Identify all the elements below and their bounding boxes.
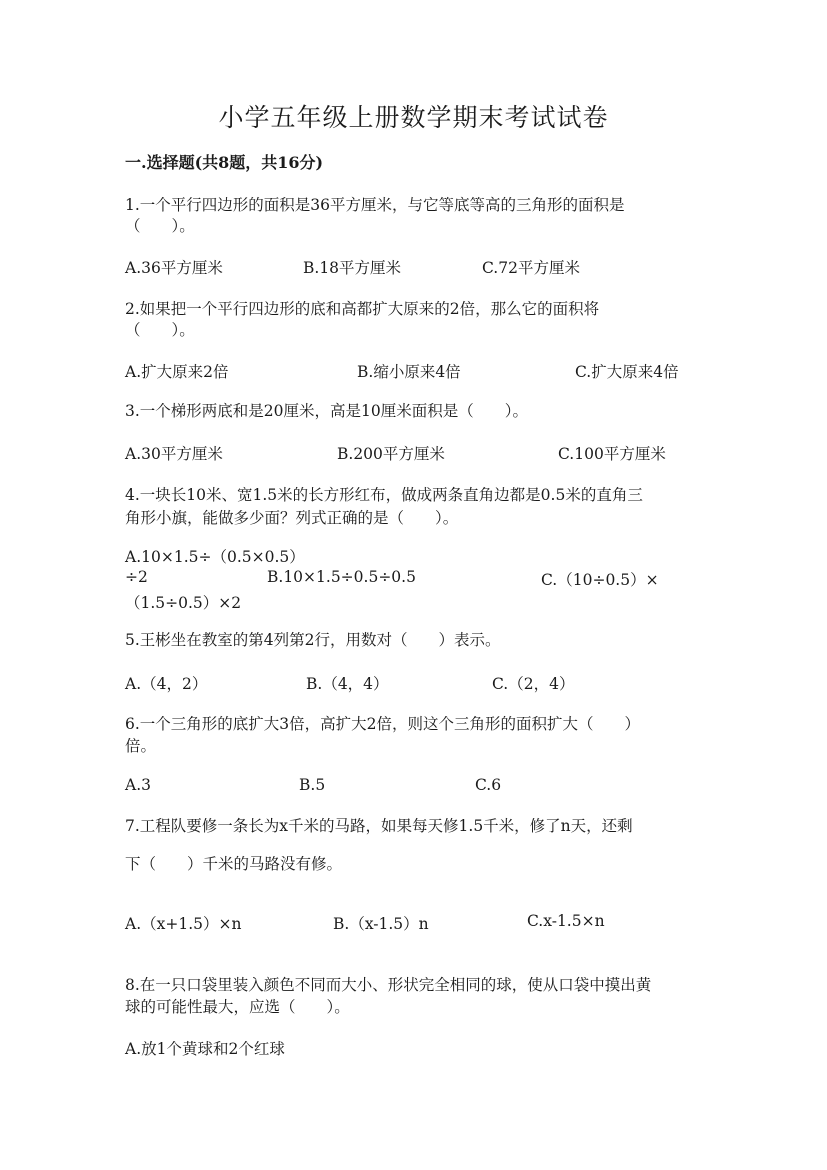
question-stem-line: 下（ ）千米的马路没有修。 [125, 855, 343, 873]
question-stem-line: 3.一个梯形两底和是20厘米，高是10厘米面积是（ ）。 [125, 402, 528, 420]
question-stem-line: 角形小旗，能做多少面？列式正确的是（ ）。 [125, 509, 459, 527]
question-stem-line: 1.一个平行四边形的面积是36平方厘米，与它等底等高的三角形的面积是 [125, 196, 625, 214]
question-stem-line: 7.工程队要修一条长为x千米的马路，如果每天修1.5千米，修了n天，还剩 [125, 817, 633, 835]
option-c[interactable]: C.x-1.5×n [527, 912, 605, 930]
option-c[interactable]: C.扩大原来4倍 [575, 363, 679, 381]
option-c[interactable]: C.72平方厘米 [482, 259, 580, 277]
option-c[interactable]: C.（10÷0.5）× [541, 571, 659, 589]
option-b[interactable]: B.缩小原来4倍 [357, 363, 461, 381]
option-c[interactable]: C.6 [475, 776, 502, 794]
question-stem-line: 4.一块长10米、宽1.5米的长方形红布，做成两条直角边都是0.5米的直角三 [125, 486, 643, 504]
option-a[interactable]: A.放1个黄球和2个红球 [125, 1040, 285, 1058]
option-a[interactable]: A.（4，2） [125, 675, 208, 693]
option-b[interactable]: B.（4，4） [306, 675, 389, 693]
option-a[interactable]: A.3 [125, 776, 151, 794]
option-b[interactable]: B.10×1.5÷0.5÷0.5 [267, 568, 416, 586]
option-a[interactable]: A.36平方厘米 [125, 259, 223, 277]
option-a[interactable]: A.10×1.5÷（0.5×0.5） [125, 548, 305, 566]
question-stem-line: 球的可能性最大，应选（ ）。 [125, 998, 350, 1016]
question-stem-line: （ ）。 [125, 321, 195, 339]
page-title: 小学五年级上册数学期末考试试卷 [218, 103, 609, 132]
question-stem-line: 6.一个三角形的底扩大3倍，高扩大2倍，则这个三角形的面积扩大（ ） [125, 715, 641, 733]
option-c[interactable]: C.100平方厘米 [558, 445, 666, 463]
question-stem-line: 5.王彬坐在教室的第4列第2行，用数对（ ）表示。 [125, 631, 501, 649]
option-b[interactable]: B.（x-1.5）n [333, 915, 429, 933]
option-c-continued: （1.5÷0.5）×2 [125, 594, 242, 612]
question-stem-line: 8.在一只口袋里装入颜色不同而大小、形状完全相同的球，使从口袋中摸出黄 [125, 976, 652, 994]
option-a[interactable]: A.30平方厘米 [125, 445, 223, 463]
option-a-continued: ÷2 [125, 568, 148, 586]
option-b[interactable]: B.18平方厘米 [303, 259, 402, 277]
option-a[interactable]: A.（x+1.5）×n [125, 915, 242, 933]
option-b[interactable]: B.5 [299, 776, 326, 794]
option-a[interactable]: A.扩大原来2倍 [125, 363, 229, 381]
option-c[interactable]: C.（2，4） [492, 675, 575, 693]
question-stem-line: （ ）。 [125, 217, 195, 235]
question-stem-line: 倍。 [125, 737, 157, 755]
section-heading: 一.选择题(共8题，共16分) [125, 153, 324, 172]
option-b[interactable]: B.200平方厘米 [337, 445, 445, 463]
question-stem-line: 2.如果把一个平行四边形的底和高都扩大原来的2倍，那么它的面积将 [125, 300, 600, 318]
